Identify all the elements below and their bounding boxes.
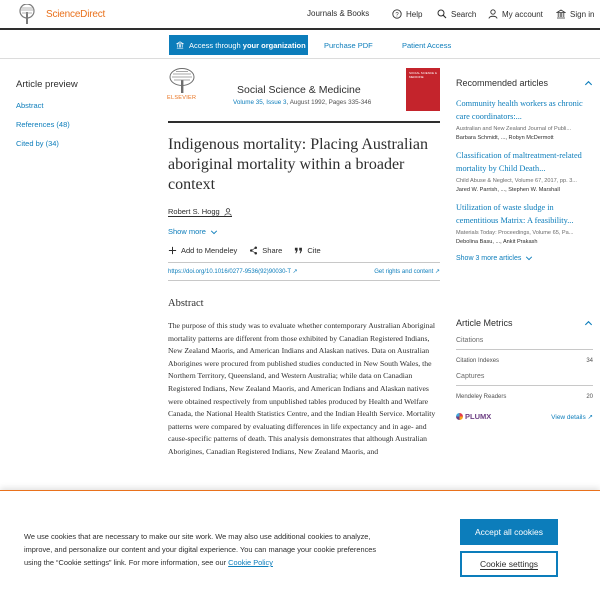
article-metrics-panel [456, 318, 593, 421]
show-more-articles-label: Show 3 more articles [456, 254, 522, 262]
metrics-header[interactable] [456, 318, 593, 328]
nav-search-label: Search [451, 9, 477, 19]
purchase-pdf-link[interactable]: Purchase PDF [324, 41, 373, 50]
citations-category: Citations [456, 334, 593, 350]
quote-icon [294, 246, 303, 255]
recommended-articles-panel [456, 78, 593, 262]
top-header [0, 0, 600, 30]
recommended-article-title[interactable]: Community health workers as chronic care coordinators:... [456, 99, 583, 121]
nav-my-account[interactable] [488, 9, 543, 19]
chevron-up-icon [584, 79, 593, 88]
chevron-up-icon [584, 319, 593, 328]
recommended-article-title[interactable]: Utilization of waste sludge in cementitious Matrix: A feasibility... [456, 203, 574, 225]
nav-search[interactable] [437, 9, 476, 19]
citation-indexes-value: 34 [586, 358, 593, 364]
doi-row [168, 262, 440, 281]
author-name: Robert S. Hogg [168, 207, 220, 216]
access-through-organization-button[interactable] [169, 35, 308, 55]
sidebar-item-abstract[interactable]: Abstract [16, 101, 44, 110]
recommended-article [456, 150, 593, 193]
abstract-heading: Abstract [168, 298, 204, 309]
cookie-banner [0, 490, 600, 600]
journal-title[interactable]: Social Science & Medicine [237, 84, 361, 96]
article-preview-sidebar [16, 79, 136, 158]
view-details-link[interactable]: View details ↗ [551, 413, 593, 421]
metrics-heading: Article Metrics [456, 318, 513, 328]
elsevier-logo[interactable] [168, 68, 196, 94]
accept-all-cookies-button[interactable]: Accept all cookies [460, 519, 558, 545]
recommended-heading: Recommended articles [456, 78, 549, 88]
abstract-text: The purpose of this study was to evaluate whether contemporary Australian Aboriginal mortality patterns are different from those exhibited by Canadian Registered Indians, New Zealand Maoris, and American Indians and Alaskan natives. Data on Australian Aborigines were procured from published studies conducted in New South Wales, the Northern Territory, Queensland, and Western Australia; while data on Canadian Registered Indians, New Zealand Maoris, and American Indians and Alaskan natives were obtained respectively from unpublished tables produced by Health and Welfare Canada, the National Health Statistics Centre, and the Indian Health Service. Mortality patterns were compared by evaluating differences in life expectancy and in age- and cause-specific patterns of death. This analysis demonstrates that although Australian Aborigines, Canadian Registered Indians, New Zealand Maoris, and [168, 321, 436, 456]
article-preview-title: Article preview [16, 79, 78, 90]
sidebar-item-references[interactable]: References (48) [16, 120, 70, 129]
cite-label: Cite [307, 246, 321, 255]
citation-indexes-row [456, 350, 593, 370]
publisher-name: ELSEVIER [167, 95, 197, 101]
show-more-label: Show more [168, 227, 206, 236]
institution-icon [176, 41, 184, 49]
view-details-label: View details [551, 413, 586, 421]
volume-details: , August 1992, Pages 335-346 [286, 99, 372, 106]
cookie-message: We use cookies that are necessary to make our site work. We may also use additional cookies to analyze, improve, and personalize our content and your digital experience. You can manage your cookie preferences using the “Cookie settings” link. For more information, see our [24, 532, 377, 567]
nav-sign-in-label: Sign in [570, 9, 595, 19]
nav-help[interactable] [392, 9, 422, 19]
nav-help-label: Help [406, 9, 423, 19]
cookie-settings-button[interactable] [460, 551, 558, 577]
recommended-article-authors: Debolina Basu, ..., Ankit Prakash [456, 239, 538, 245]
recommended-article-authors: Barbara Schmidt, ..., Robyn McDermott [456, 135, 554, 141]
article-title: Indigenous mortality: Placing Australian aboriginal mortality within a broader context [168, 136, 428, 193]
nav-sign-in[interactable] [556, 9, 594, 19]
share-button[interactable] [249, 246, 282, 255]
recommended-article-authors: Jared W. Parrish, ..., Stephen W. Marshall [456, 187, 560, 193]
add-to-mendeley-label: Add to Mendeley [181, 246, 238, 255]
rights-link[interactable]: Get rights and content ↗ [374, 269, 440, 275]
journal-cover-image[interactable] [406, 68, 440, 111]
access-button-label [189, 41, 306, 50]
show-more-button[interactable] [168, 227, 218, 236]
doi-link[interactable]: https://doi.org/10.1016/0277-9536(92)90030-T ↗ [168, 269, 298, 275]
brand-name[interactable]: ScienceDirect [46, 9, 106, 20]
mendeley-readers-value: 20 [586, 394, 593, 400]
sidebar-item-cited-by[interactable]: Cited by (34) [16, 139, 59, 148]
add-to-mendeley-button[interactable] [168, 246, 237, 255]
patient-access-link[interactable]: Patient Access [402, 41, 452, 50]
plumx-label: PLUMX [465, 412, 492, 421]
person-icon [224, 208, 232, 216]
chevron-down-icon [525, 254, 533, 262]
mendeley-readers-row [456, 386, 593, 406]
author-link[interactable] [168, 207, 232, 217]
cookie-settings-label: Cookie settings [479, 558, 539, 569]
recommended-article [456, 202, 593, 245]
rights-text: Get rights and content [374, 269, 434, 275]
divider [168, 121, 440, 123]
recommended-article-source: Australian and New Zealand Journal of Publi... [456, 126, 572, 132]
citation-indexes-label: Citation Indexes [456, 358, 500, 364]
recommended-article [456, 98, 593, 141]
share-label: Share [262, 246, 283, 255]
show-more-articles-button[interactable] [456, 254, 593, 262]
volume-link[interactable]: Volume 35, Issue 3 [233, 99, 287, 106]
help-icon [392, 9, 402, 19]
cookie-policy-link[interactable]: Cookie Policy [228, 558, 273, 567]
access-button-bold: your organization [242, 40, 306, 50]
person-icon [488, 9, 498, 19]
search-icon [437, 9, 447, 19]
nav-my-account-label: My account [502, 9, 543, 19]
access-button-prefix: Access through [189, 40, 243, 50]
journal-cover-text: SOCIAL SCIENCE & MEDICINE [409, 71, 437, 79]
recommended-article-source: Child Abuse & Neglect, Volume 67, 2017, pp. 3... [456, 178, 577, 184]
cite-button[interactable] [294, 246, 320, 255]
institution-icon [556, 9, 566, 19]
captures-category: Captures [456, 370, 593, 386]
share-icon [249, 246, 258, 255]
access-bar [0, 31, 600, 59]
nav-journals-books[interactable] [307, 9, 369, 18]
mendeley-readers-label: Mendeley Readers [456, 394, 507, 400]
plumx-logo [456, 412, 491, 421]
chevron-down-icon [210, 228, 218, 236]
svg-text:?: ? [395, 12, 399, 19]
plus-icon [168, 246, 177, 255]
recommended-article-title[interactable]: Classification of maltreatment-related mortality by Child Death... [456, 151, 582, 173]
plumx-row [456, 412, 593, 421]
recommended-article-source: Materials Today: Proceedings, Volume 65, Pa... [456, 230, 574, 236]
elsevier-tree-logo[interactable] [16, 4, 38, 24]
plumx-icon [456, 413, 463, 420]
nav-journals-books-label: Journals & Books [307, 9, 370, 18]
article-actions [168, 246, 321, 255]
doi-text: https://doi.org/10.1016/0277-9536(92)90030-T [168, 269, 291, 275]
recommended-header[interactable] [456, 78, 593, 88]
journal-volume [233, 99, 371, 106]
cookie-text [24, 530, 394, 569]
